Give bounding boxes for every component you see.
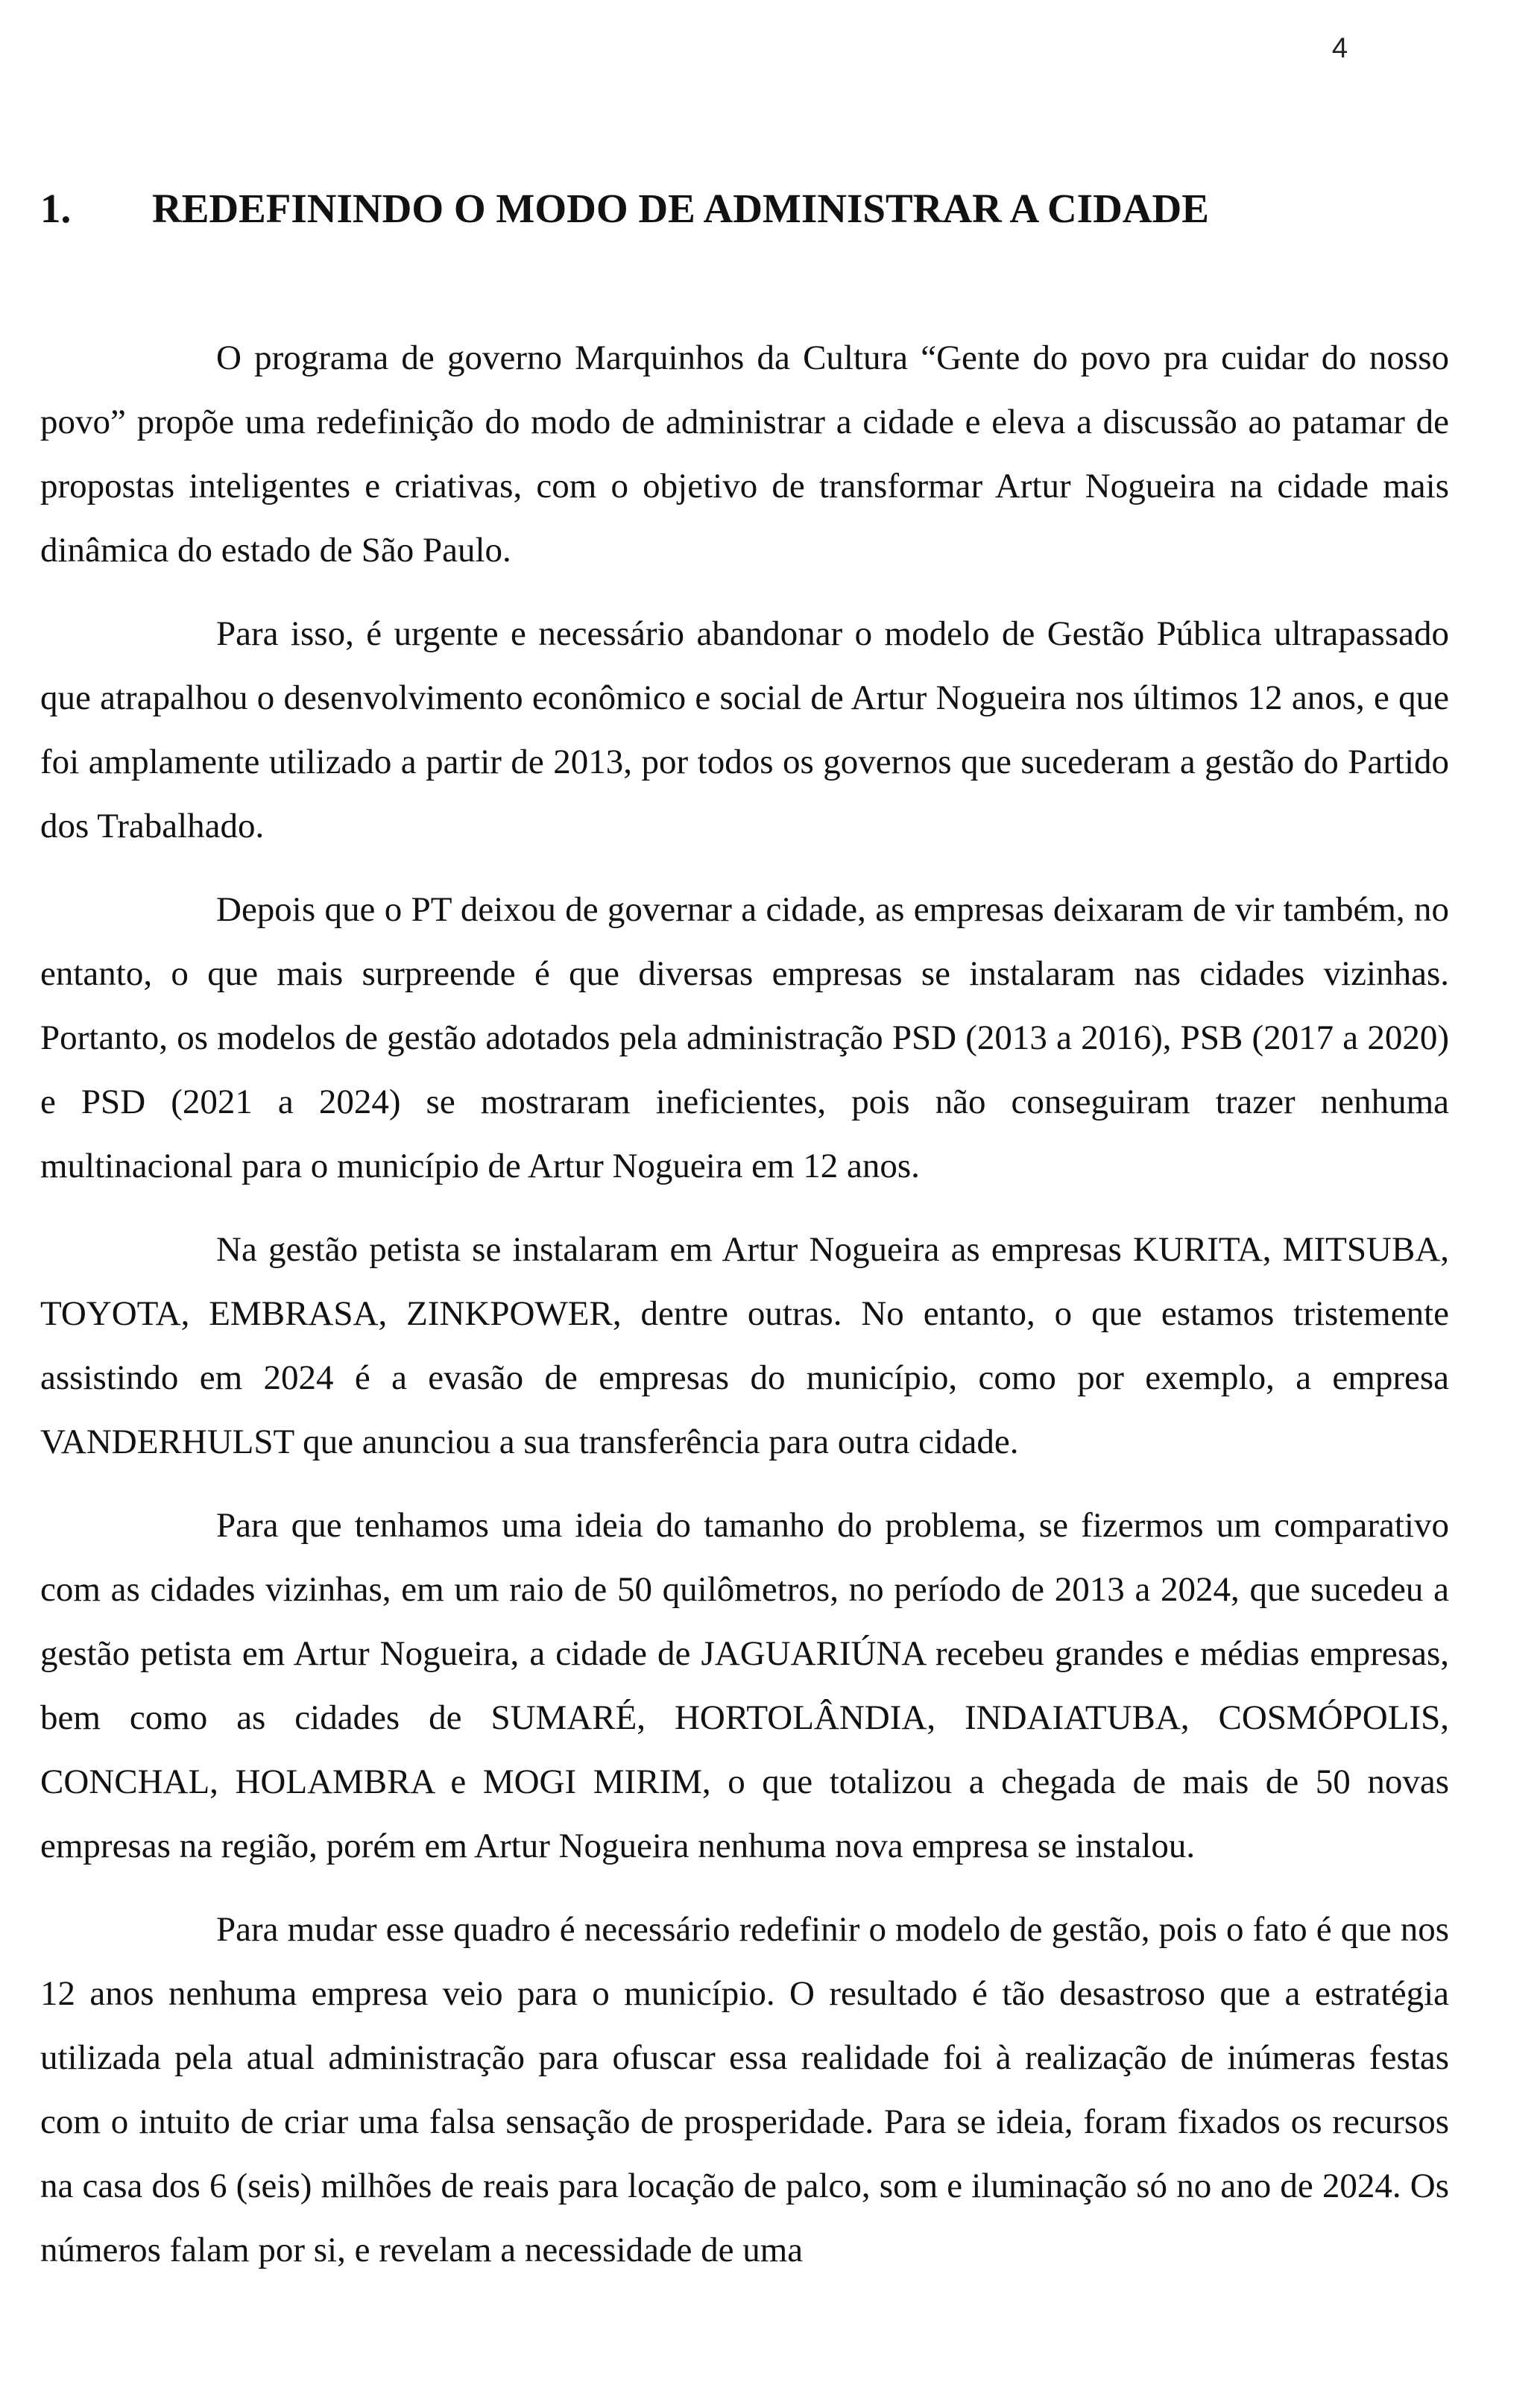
paragraph: Para mudar esse quadro é necessário redefinir o modelo de gestão, pois o fato é que nos 12 anos nenhuma empresa veio para o município. O resultado é tão desastroso que a estratégia utilizada pela atual administração para ofuscar essa realidade foi à realização de inúmeras festas com o intuito de criar uma falsa sensação de prosperidade. Para se ideia, foram fixados os recursos na casa dos 6 (seis) milhões de reais para locação de palco, som e iluminação só no ano de 2024. Os números falam por si, e revelam a necessidade de uma [40, 1910, 1449, 2269]
paragraph: Para isso, é urgente e necessário abandonar o modelo de Gestão Pública ultrapassado que atrapalhou o desenvolvimento econômico e social de Artur Nogueira nos últimos 12 anos, e que foi amplamente utilizado a partir de 2013, por todos os governos que sucederam a gestão do Partido dos Trabalhado. [40, 614, 1449, 845]
section-heading [40, 179, 1457, 239]
body-text [40, 326, 1449, 2301]
page-number: 4 [1331, 33, 1348, 64]
section-title: REDEFININDO O MODO DE ADMINISTRAR A CIDADE [152, 186, 1209, 231]
paragraph: Na gestão petista se instalaram em Artur Nogueira as empresas KURITA, MITSUBA, TOYOTA, EMBRASA, ZINKPOWER, dentre outras. No entanto, o que estamos tristemente assistindo em 2024 é a evasão de empresas do município, como por exemplo, a empresa VANDERHULST que anunciou a sua transferência para outra cidade. [40, 1230, 1449, 1461]
section-number: 1. [40, 186, 72, 231]
paragraph: O programa de governo Marquinhos da Cultura “Gente do povo pra cuidar do nosso povo” propõe uma redefinição do modo de administrar a cidade e eleva a discussão ao patamar de propostas inteligentes e criativas, com o objetivo de transformar Artur Nogueira na cidade mais dinâmica do estado de São Paulo. [40, 338, 1449, 570]
paragraph: Para que tenhamos uma ideia do tamanho do problema, se fizermos um comparativo com as cidades vizinhas, em um raio de 50 quilômetros, no período de 2013 a 2024, que sucedeu a gestão petista em Artur Nogueira, a cidade de JAGUARIÚNA recebeu grandes e médias empresas, bem como as cidades de SUMARÉ, HORTOLÂNDIA, INDAIATUBA, COSMÓPOLIS, CONCHAL, HOLAMBRA e MOGI MIRIM, o que totalizou a chegada de mais de 50 novas empresas na região, porém em Artur Nogueira nenhuma nova empresa se instalou. [40, 1506, 1449, 1865]
paragraph: Depois que o PT deixou de governar a cidade, as empresas deixaram de vir também, no entanto, o que mais surpreende é que diversas empresas se instalaram nas cidades vizinhas. Portanto, os modelos de gestão adotados pela administração PSD (2013 a 2016), PSB (2017 a 2020) e PSD (2021 a 2024) se mostraram ineficientes, pois não conseguiram trazer nenhuma multinacional para o município de Artur Nogueira em 12 anos. [40, 890, 1449, 1185]
